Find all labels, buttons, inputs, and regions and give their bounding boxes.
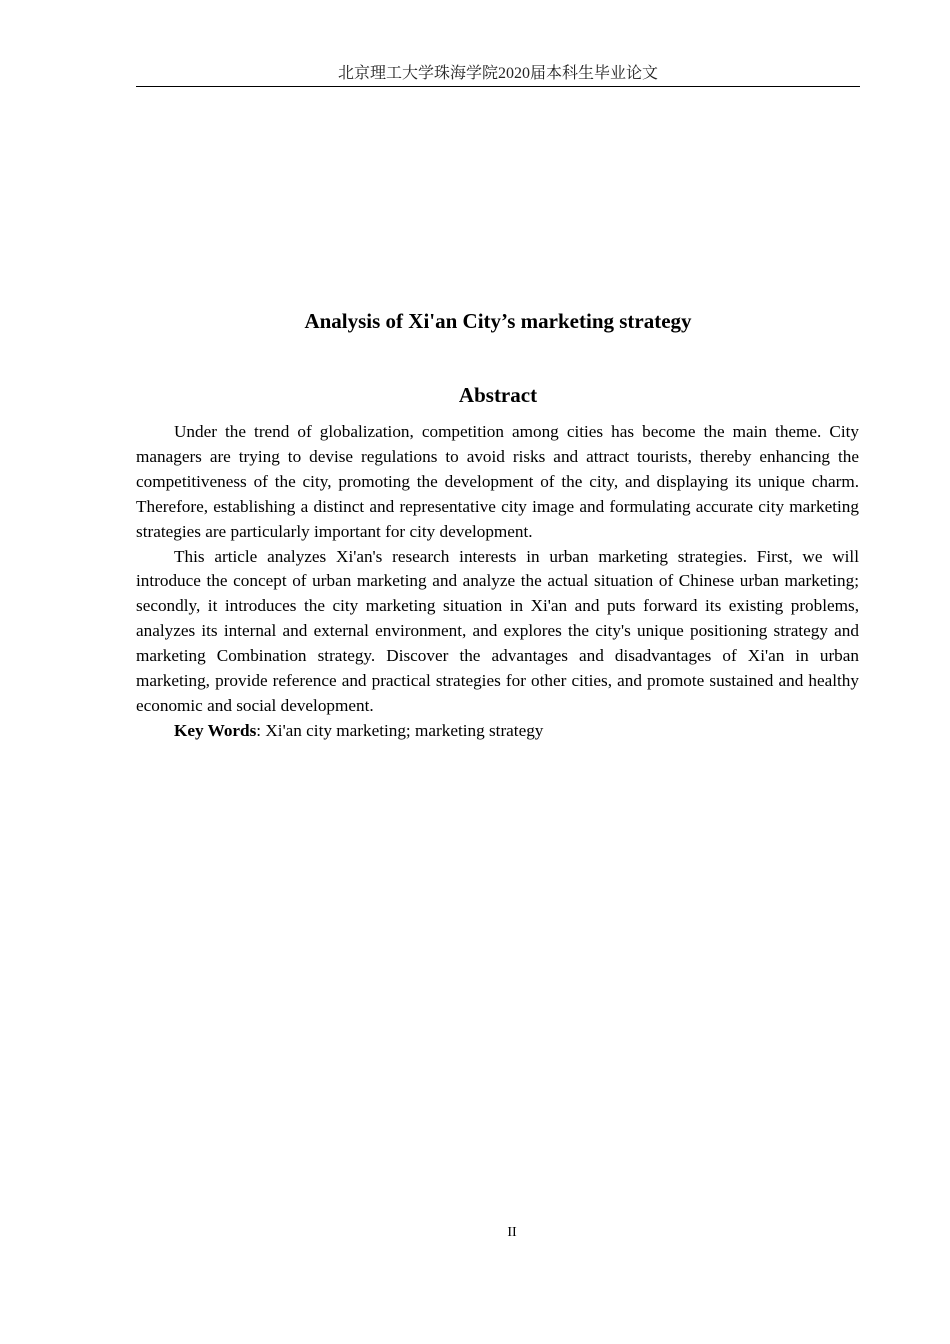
paper-title: Analysis of Xi'an City’s marketing strategy xyxy=(304,309,692,333)
header-text: 北京理工大学珠海学院2020届本科生毕业论文 xyxy=(337,65,658,82)
keywords-label: Key Words xyxy=(174,720,257,740)
keywords-value: Xi'an city marketing; marketing strategy xyxy=(265,720,544,740)
keywords-separator: : xyxy=(256,720,266,740)
abstract-paragraph-1: Under the trend of globalization, competition among cities has become the main theme. City managers are trying to devise regulations to avoid risks and attract tourists, thereby enhancing the competitiveness of the city, promoting the development of the city, and displaying its unique charm. Therefore, establishing a distinct and representative city image and formulating accurate city marketing strategies are particularly important for city development. xyxy=(136,422,859,541)
page-header xyxy=(136,63,860,87)
abstract-paragraph-2: This article analyzes Xi'an's research interests in urban marketing strategies. First, we will introduce the concept of urban marketing and analyze the actual situation of Chinese urban marketing; secondly, it introduces the city marketing situation in Xi'an and puts forward its existing problems, analyzes its internal and external environment, and explores the city's unique positioning strategy and marketing Combination strategy. Discover the advantages and disadvantages of Xi'an in urban marketing, provide reference and practical strategies for other cities, and promote sustained and healthy economic and social development. xyxy=(136,546,859,715)
page-number: II xyxy=(507,1225,517,1240)
abstract-body xyxy=(136,420,859,744)
abstract-heading: Abstract xyxy=(458,383,538,407)
keywords-line xyxy=(136,719,859,744)
